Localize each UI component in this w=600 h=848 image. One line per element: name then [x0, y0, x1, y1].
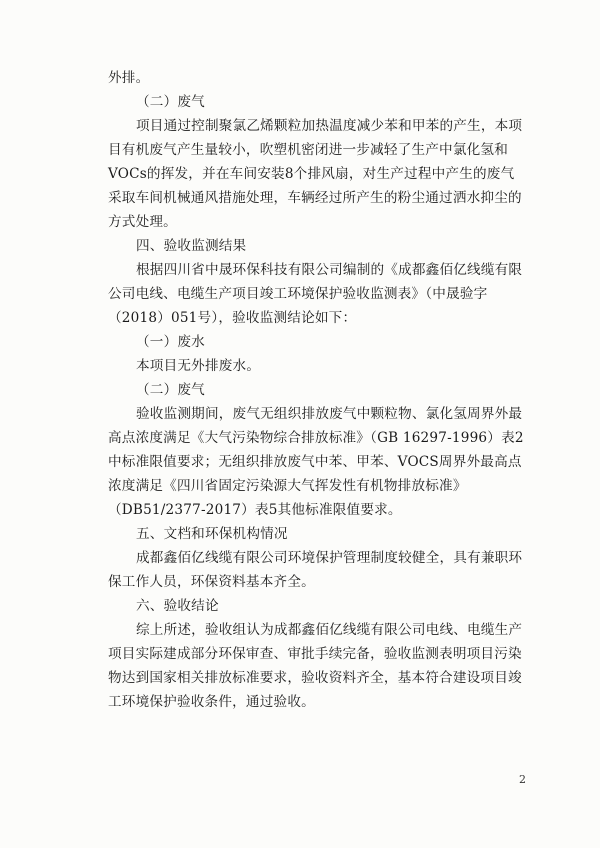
paragraph-monitoring-basis: 根据四川省中晟环保科技有限公司编制的《成都鑫佰亿线缆有限公司电线、电缆生产项目竣工环境保护验收监测表》（中晟验字（2018）051号），验收监测结论如下： [108, 262, 523, 326]
document-body [108, 66, 528, 714]
section-heading-monitoring-results: 四、验收监测结果 [136, 238, 247, 254]
paragraph-waste-gas-treatment: 项目通过控制聚氯乙烯颗粒加热温度减少苯和甲苯的产生，本项目有机废气产生量较小，吹塑机密闭进一步减轻了生产中氯化氢和VOCs的挥发，并在车间安装8个排风扇，对生产过程中产生的废气采取车间机械通风措施处理，车辆经过所产生的粉尘通过洒水抑尘的方式处理。 [108, 118, 523, 230]
paragraph-conclusion: 综上所述，验收组认为成都鑫佰亿线缆有限公司电线、电缆生产项目实际建成部分环保审查、审批手续完备，验收监测表明项目污染物达到国家相关排放标准要求，验收资料齐全，基本符合建设项目竣工环境保护验收条件，通过验收。 [108, 622, 523, 710]
subheading-waste-gas: （二）废气 [136, 94, 205, 110]
paragraph-waste-gas-results: 验收监测期间，废气无组织排放废气中颗粒物、氯化氢周界外最高点浓度满足《大气污染物综合排放标准》（GB 16297-1996）表2中标准限值要求；无组织排放废气中苯、甲苯、VOCS周界外最高点浓度满足《四川省固定污染源大气挥发性有机物排放标准》（DB51/2377-2017）表5其他标准限值要求。 [108, 406, 524, 518]
paragraph-no-waste-water: 本项目无外排废水。 [136, 358, 261, 374]
page-number: 2 [519, 773, 526, 786]
paragraph-continuation: 外排。 [108, 70, 150, 86]
subheading-waste-water: （一）废水 [136, 334, 205, 350]
subheading-waste-gas-results: （二）废气 [136, 382, 205, 398]
paragraph-documents: 成都鑫佰亿线缆有限公司环境保护管理制度较健全，具有兼职环保工作人员，环保资料基本齐全。 [108, 550, 523, 590]
section-heading-documents: 五、文档和环保机构情况 [136, 526, 288, 542]
section-heading-conclusion: 六、验收结论 [136, 598, 219, 614]
